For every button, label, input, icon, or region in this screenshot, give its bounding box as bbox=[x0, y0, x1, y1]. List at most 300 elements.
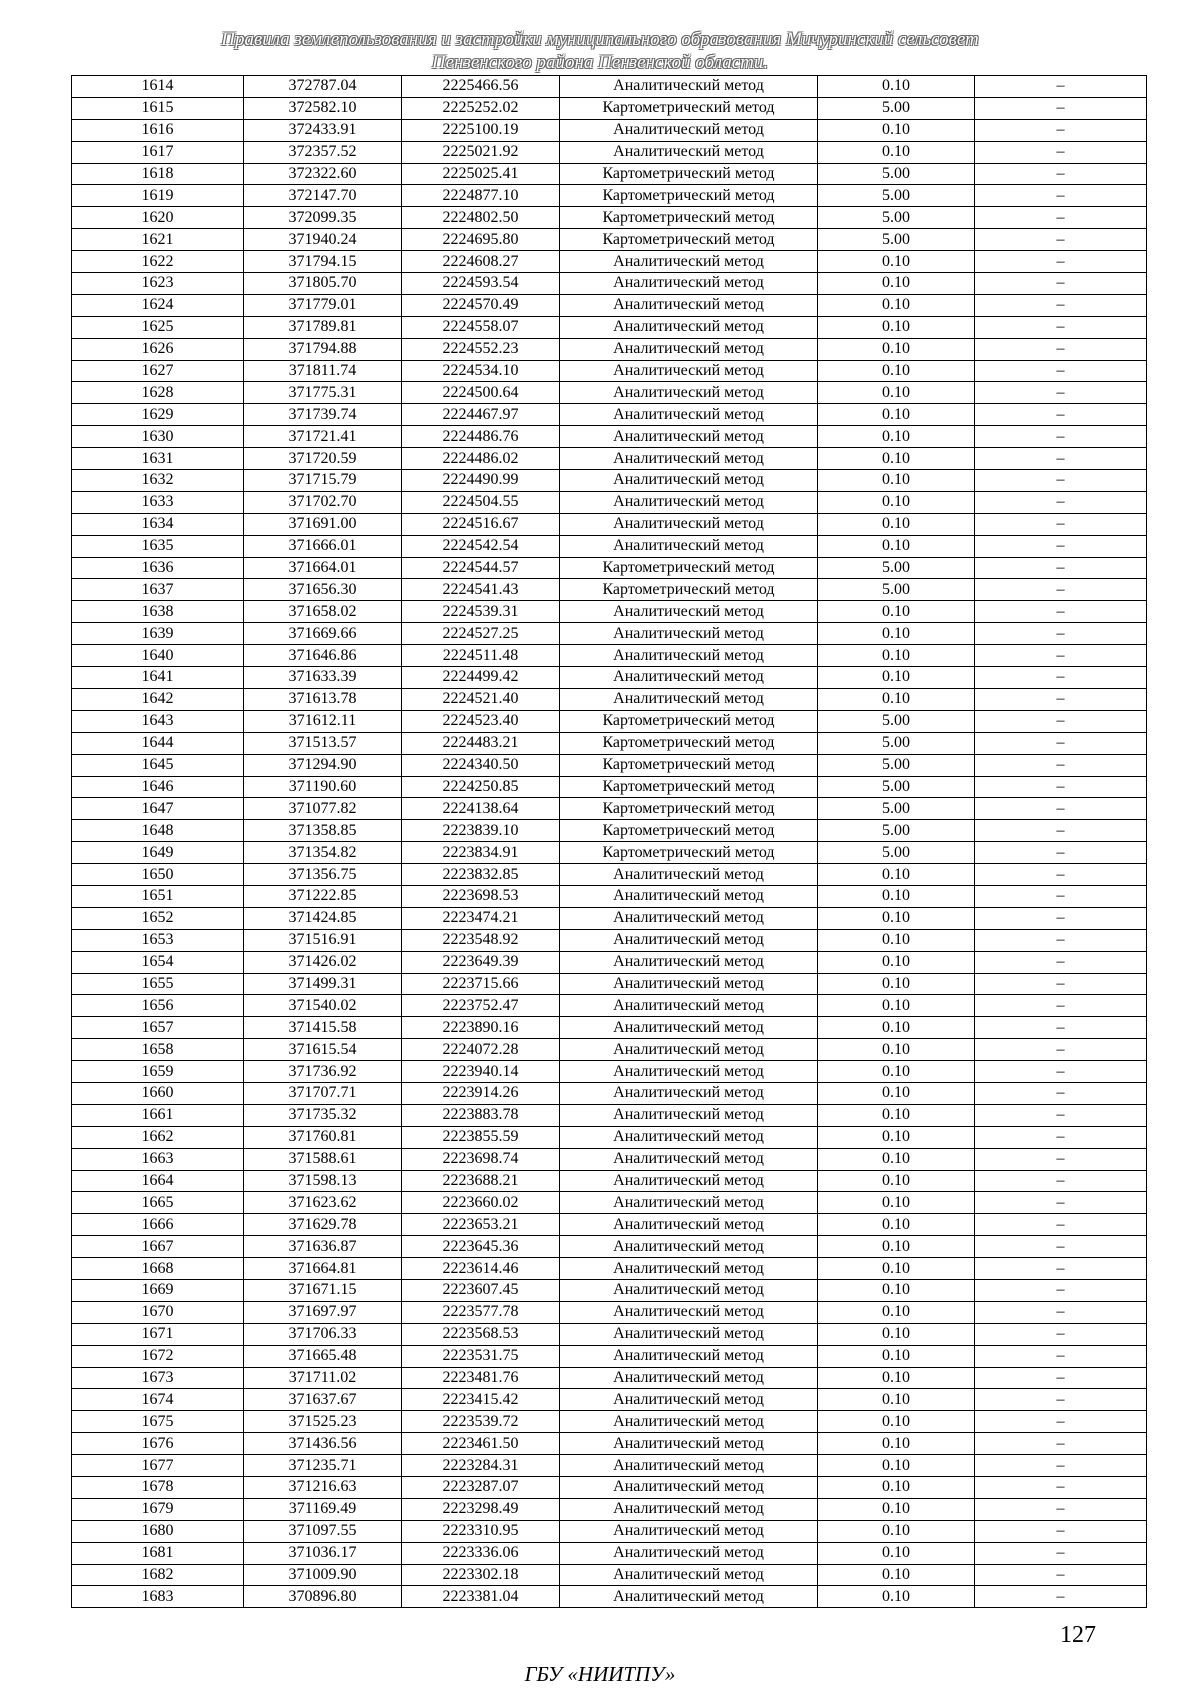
note-cell: – bbox=[975, 1564, 1147, 1586]
accuracy-cell: 0.10 bbox=[818, 1411, 975, 1433]
y-coordinate-cell: 2223855.59 bbox=[402, 1126, 560, 1148]
page-footer: ГБУ «НИИТПУ» bbox=[524, 1662, 676, 1686]
accuracy-cell: 0.10 bbox=[818, 929, 975, 951]
point-number-cell: 1683 bbox=[72, 1586, 244, 1608]
x-coordinate-cell: 371036.17 bbox=[244, 1542, 402, 1564]
point-number-cell: 1633 bbox=[72, 491, 244, 513]
accuracy-cell: 0.10 bbox=[818, 338, 975, 360]
x-coordinate-cell: 372433.91 bbox=[244, 119, 402, 141]
method-cell: Аналитический метод bbox=[560, 973, 818, 995]
accuracy-cell: 0.10 bbox=[818, 360, 975, 382]
note-cell: – bbox=[975, 1082, 1147, 1104]
y-coordinate-cell: 2224523.40 bbox=[402, 710, 560, 732]
note-cell: – bbox=[975, 185, 1147, 207]
method-cell: Аналитический метод bbox=[560, 316, 818, 338]
note-cell: – bbox=[975, 1104, 1147, 1126]
x-coordinate-cell: 371706.33 bbox=[244, 1323, 402, 1345]
method-cell: Аналитический метод bbox=[560, 1323, 818, 1345]
y-coordinate-cell: 2224527.25 bbox=[402, 623, 560, 645]
point-number-cell: 1616 bbox=[72, 119, 244, 141]
table-row bbox=[72, 951, 1147, 973]
x-coordinate-cell: 371736.92 bbox=[244, 1061, 402, 1083]
y-coordinate-cell: 2223832.85 bbox=[402, 864, 560, 886]
y-coordinate-cell: 2223883.78 bbox=[402, 1104, 560, 1126]
note-cell: – bbox=[975, 951, 1147, 973]
x-coordinate-cell: 371222.85 bbox=[244, 885, 402, 907]
point-number-cell: 1630 bbox=[72, 426, 244, 448]
accuracy-cell: 0.10 bbox=[818, 491, 975, 513]
note-cell: – bbox=[975, 404, 1147, 426]
x-coordinate-cell: 371415.58 bbox=[244, 1017, 402, 1039]
y-coordinate-cell: 2224490.99 bbox=[402, 470, 560, 492]
y-coordinate-cell: 2224541.43 bbox=[402, 579, 560, 601]
accuracy-cell: 0.10 bbox=[818, 316, 975, 338]
x-coordinate-cell: 372357.52 bbox=[244, 141, 402, 163]
method-cell: Аналитический метод bbox=[560, 535, 818, 557]
method-cell: Аналитический метод bbox=[560, 1214, 818, 1236]
x-coordinate-cell: 371735.32 bbox=[244, 1104, 402, 1126]
method-cell: Аналитический метод bbox=[560, 1586, 818, 1608]
point-number-cell: 1658 bbox=[72, 1039, 244, 1061]
table-row bbox=[72, 667, 1147, 689]
point-number-cell: 1618 bbox=[72, 163, 244, 185]
table-row bbox=[72, 97, 1147, 119]
point-number-cell: 1631 bbox=[72, 448, 244, 470]
point-number-cell: 1653 bbox=[72, 929, 244, 951]
point-number-cell: 1620 bbox=[72, 207, 244, 229]
table-row bbox=[72, 688, 1147, 710]
accuracy-cell: 0.10 bbox=[818, 1367, 975, 1389]
point-number-cell: 1619 bbox=[72, 185, 244, 207]
table-row bbox=[72, 316, 1147, 338]
table-row bbox=[72, 448, 1147, 470]
y-coordinate-cell: 2223539.72 bbox=[402, 1411, 560, 1433]
table-row bbox=[72, 754, 1147, 776]
point-number-cell: 1681 bbox=[72, 1542, 244, 1564]
x-coordinate-cell: 371794.88 bbox=[244, 338, 402, 360]
x-coordinate-cell: 371235.71 bbox=[244, 1455, 402, 1477]
x-coordinate-cell: 371805.70 bbox=[244, 273, 402, 295]
y-coordinate-cell: 2223698.53 bbox=[402, 885, 560, 907]
y-coordinate-cell: 2223310.95 bbox=[402, 1520, 560, 1542]
accuracy-cell: 0.10 bbox=[818, 1126, 975, 1148]
point-number-cell: 1625 bbox=[72, 316, 244, 338]
x-coordinate-cell: 371516.91 bbox=[244, 929, 402, 951]
y-coordinate-cell: 2224486.02 bbox=[402, 448, 560, 470]
y-coordinate-cell: 2223481.76 bbox=[402, 1367, 560, 1389]
table-row bbox=[72, 995, 1147, 1017]
table-row bbox=[72, 1411, 1147, 1433]
y-coordinate-cell: 2225025.41 bbox=[402, 163, 560, 185]
y-coordinate-cell: 2223577.78 bbox=[402, 1301, 560, 1323]
y-coordinate-cell: 2224500.64 bbox=[402, 382, 560, 404]
note-cell: – bbox=[975, 885, 1147, 907]
x-coordinate-cell: 372147.70 bbox=[244, 185, 402, 207]
y-coordinate-cell: 2223645.36 bbox=[402, 1236, 560, 1258]
accuracy-cell: 5.00 bbox=[818, 732, 975, 754]
x-coordinate-cell: 371760.81 bbox=[244, 1126, 402, 1148]
accuracy-cell: 0.10 bbox=[818, 1236, 975, 1258]
accuracy-cell: 0.10 bbox=[818, 426, 975, 448]
x-coordinate-cell: 371779.01 bbox=[244, 294, 402, 316]
accuracy-cell: 0.10 bbox=[818, 448, 975, 470]
note-cell: – bbox=[975, 1323, 1147, 1345]
method-cell: Аналитический метод bbox=[560, 251, 818, 273]
note-cell: – bbox=[975, 1126, 1147, 1148]
x-coordinate-cell: 371294.90 bbox=[244, 754, 402, 776]
table-row bbox=[72, 907, 1147, 929]
table-row bbox=[72, 535, 1147, 557]
method-cell: Аналитический метод bbox=[560, 382, 818, 404]
accuracy-cell: 0.10 bbox=[818, 404, 975, 426]
method-cell: Аналитический метод bbox=[560, 645, 818, 667]
method-cell: Аналитический метод bbox=[560, 491, 818, 513]
accuracy-cell: 0.10 bbox=[818, 1170, 975, 1192]
table-row bbox=[72, 1061, 1147, 1083]
note-cell: – bbox=[975, 426, 1147, 448]
y-coordinate-cell: 2225100.19 bbox=[402, 119, 560, 141]
point-number-cell: 1657 bbox=[72, 1017, 244, 1039]
note-cell: – bbox=[975, 1586, 1147, 1608]
note-cell: – bbox=[975, 338, 1147, 360]
y-coordinate-cell: 2223607.45 bbox=[402, 1279, 560, 1301]
x-coordinate-cell: 371811.74 bbox=[244, 360, 402, 382]
note-cell: – bbox=[975, 798, 1147, 820]
accuracy-cell: 0.10 bbox=[818, 973, 975, 995]
y-coordinate-cell: 2224483.21 bbox=[402, 732, 560, 754]
note-cell: – bbox=[975, 864, 1147, 886]
y-coordinate-cell: 2224511.48 bbox=[402, 645, 560, 667]
table-row bbox=[72, 1236, 1147, 1258]
x-coordinate-cell: 371669.66 bbox=[244, 623, 402, 645]
note-cell: – bbox=[975, 995, 1147, 1017]
point-number-cell: 1673 bbox=[72, 1367, 244, 1389]
point-number-cell: 1666 bbox=[72, 1214, 244, 1236]
note-cell: – bbox=[975, 316, 1147, 338]
note-cell: – bbox=[975, 820, 1147, 842]
accuracy-cell: 0.10 bbox=[818, 1258, 975, 1280]
coordinates-table-body bbox=[72, 76, 1147, 1608]
table-row bbox=[72, 360, 1147, 382]
point-number-cell: 1615 bbox=[72, 97, 244, 119]
method-cell: Картометрический метод bbox=[560, 710, 818, 732]
method-cell: Аналитический метод bbox=[560, 1301, 818, 1323]
method-cell: Аналитический метод bbox=[560, 1411, 818, 1433]
table-row bbox=[72, 229, 1147, 251]
method-cell: Аналитический метод bbox=[560, 623, 818, 645]
table-row bbox=[72, 1520, 1147, 1542]
point-number-cell: 1637 bbox=[72, 579, 244, 601]
y-coordinate-cell: 2224534.10 bbox=[402, 360, 560, 382]
y-coordinate-cell: 2223298.49 bbox=[402, 1498, 560, 1520]
table-row bbox=[72, 1082, 1147, 1104]
accuracy-cell: 0.10 bbox=[818, 1477, 975, 1499]
table-row bbox=[72, 185, 1147, 207]
note-cell: – bbox=[975, 1279, 1147, 1301]
y-coordinate-cell: 2223302.18 bbox=[402, 1564, 560, 1586]
point-number-cell: 1627 bbox=[72, 360, 244, 382]
point-number-cell: 1641 bbox=[72, 667, 244, 689]
accuracy-cell: 0.10 bbox=[818, 273, 975, 295]
accuracy-cell: 0.10 bbox=[818, 623, 975, 645]
accuracy-cell: 0.10 bbox=[818, 141, 975, 163]
y-coordinate-cell: 2224544.57 bbox=[402, 557, 560, 579]
x-coordinate-cell: 371665.48 bbox=[244, 1345, 402, 1367]
table-row bbox=[72, 1586, 1147, 1608]
accuracy-cell: 5.00 bbox=[818, 163, 975, 185]
accuracy-cell: 0.10 bbox=[818, 1082, 975, 1104]
y-coordinate-cell: 2224467.97 bbox=[402, 404, 560, 426]
method-cell: Аналитический метод bbox=[560, 951, 818, 973]
accuracy-cell: 5.00 bbox=[818, 776, 975, 798]
accuracy-cell: 0.10 bbox=[818, 907, 975, 929]
point-number-cell: 1663 bbox=[72, 1148, 244, 1170]
x-coordinate-cell: 371097.55 bbox=[244, 1520, 402, 1542]
x-coordinate-cell: 371721.41 bbox=[244, 426, 402, 448]
note-cell: – bbox=[975, 1236, 1147, 1258]
note-cell: – bbox=[975, 1389, 1147, 1411]
table-row bbox=[72, 426, 1147, 448]
method-cell: Аналитический метод bbox=[560, 1520, 818, 1542]
accuracy-cell: 5.00 bbox=[818, 557, 975, 579]
accuracy-cell: 0.10 bbox=[818, 1061, 975, 1083]
table-row bbox=[72, 1433, 1147, 1455]
x-coordinate-cell: 371612.11 bbox=[244, 710, 402, 732]
method-cell: Картометрический метод bbox=[560, 557, 818, 579]
method-cell: Аналитический метод bbox=[560, 404, 818, 426]
method-cell: Аналитический метод bbox=[560, 1564, 818, 1586]
point-number-cell: 1622 bbox=[72, 251, 244, 273]
table-row bbox=[72, 1258, 1147, 1280]
table-row bbox=[72, 513, 1147, 535]
note-cell: – bbox=[975, 294, 1147, 316]
y-coordinate-cell: 2223336.06 bbox=[402, 1542, 560, 1564]
point-number-cell: 1642 bbox=[72, 688, 244, 710]
table-row bbox=[72, 776, 1147, 798]
point-number-cell: 1677 bbox=[72, 1455, 244, 1477]
note-cell: – bbox=[975, 1039, 1147, 1061]
y-coordinate-cell: 2223548.92 bbox=[402, 929, 560, 951]
note-cell: – bbox=[975, 76, 1147, 98]
table-row bbox=[72, 163, 1147, 185]
x-coordinate-cell: 371711.02 bbox=[244, 1367, 402, 1389]
y-coordinate-cell: 2224558.07 bbox=[402, 316, 560, 338]
method-cell: Аналитический метод bbox=[560, 1170, 818, 1192]
note-cell: – bbox=[975, 710, 1147, 732]
y-coordinate-cell: 2223715.66 bbox=[402, 973, 560, 995]
x-coordinate-cell: 371513.57 bbox=[244, 732, 402, 754]
point-number-cell: 1650 bbox=[72, 864, 244, 886]
note-cell: – bbox=[975, 1367, 1147, 1389]
note-cell: – bbox=[975, 470, 1147, 492]
accuracy-cell: 0.10 bbox=[818, 1214, 975, 1236]
x-coordinate-cell: 371216.63 bbox=[244, 1477, 402, 1499]
point-number-cell: 1643 bbox=[72, 710, 244, 732]
table-row bbox=[72, 1389, 1147, 1411]
y-coordinate-cell: 2224570.49 bbox=[402, 294, 560, 316]
x-coordinate-cell: 371671.15 bbox=[244, 1279, 402, 1301]
note-cell: – bbox=[975, 601, 1147, 623]
accuracy-cell: 0.10 bbox=[818, 1104, 975, 1126]
x-coordinate-cell: 372099.35 bbox=[244, 207, 402, 229]
method-cell: Аналитический метод bbox=[560, 470, 818, 492]
accuracy-cell: 0.10 bbox=[818, 1586, 975, 1608]
x-coordinate-cell: 372582.10 bbox=[244, 97, 402, 119]
accuracy-cell: 0.10 bbox=[818, 294, 975, 316]
note-cell: – bbox=[975, 754, 1147, 776]
accuracy-cell: 5.00 bbox=[818, 842, 975, 864]
method-cell: Картометрический метод bbox=[560, 820, 818, 842]
x-coordinate-cell: 372787.04 bbox=[244, 76, 402, 98]
y-coordinate-cell: 2223461.50 bbox=[402, 1433, 560, 1455]
method-cell: Картометрический метод bbox=[560, 754, 818, 776]
x-coordinate-cell: 371424.85 bbox=[244, 907, 402, 929]
method-cell: Аналитический метод bbox=[560, 864, 818, 886]
y-coordinate-cell: 2223381.04 bbox=[402, 1586, 560, 1608]
accuracy-cell: 0.10 bbox=[818, 1301, 975, 1323]
method-cell: Картометрический метод bbox=[560, 163, 818, 185]
table-row bbox=[72, 1039, 1147, 1061]
method-cell: Аналитический метод bbox=[560, 1017, 818, 1039]
method-cell: Аналитический метод bbox=[560, 1236, 818, 1258]
point-number-cell: 1655 bbox=[72, 973, 244, 995]
table-row bbox=[72, 1455, 1147, 1477]
y-coordinate-cell: 2223698.74 bbox=[402, 1148, 560, 1170]
x-coordinate-cell: 371598.13 bbox=[244, 1170, 402, 1192]
table-row bbox=[72, 119, 1147, 141]
table-row bbox=[72, 885, 1147, 907]
accuracy-cell: 0.10 bbox=[818, 1345, 975, 1367]
x-coordinate-cell: 370896.80 bbox=[244, 1586, 402, 1608]
table-row bbox=[72, 1279, 1147, 1301]
note-cell: – bbox=[975, 1301, 1147, 1323]
accuracy-cell: 0.10 bbox=[818, 1433, 975, 1455]
accuracy-cell: 0.10 bbox=[818, 1017, 975, 1039]
x-coordinate-cell: 371358.85 bbox=[244, 820, 402, 842]
point-number-cell: 1660 bbox=[72, 1082, 244, 1104]
x-coordinate-cell: 371009.90 bbox=[244, 1564, 402, 1586]
table-row bbox=[72, 645, 1147, 667]
point-number-cell: 1614 bbox=[72, 76, 244, 98]
y-coordinate-cell: 2224250.85 bbox=[402, 776, 560, 798]
method-cell: Картометрический метод bbox=[560, 732, 818, 754]
note-cell: – bbox=[975, 1520, 1147, 1542]
method-cell: Аналитический метод bbox=[560, 885, 818, 907]
note-cell: – bbox=[975, 579, 1147, 601]
note-cell: – bbox=[975, 97, 1147, 119]
y-coordinate-cell: 2224504.55 bbox=[402, 491, 560, 513]
point-number-cell: 1638 bbox=[72, 601, 244, 623]
note-cell: – bbox=[975, 1017, 1147, 1039]
note-cell: – bbox=[975, 1542, 1147, 1564]
accuracy-cell: 0.10 bbox=[818, 513, 975, 535]
table-row bbox=[72, 579, 1147, 601]
point-number-cell: 1621 bbox=[72, 229, 244, 251]
point-number-cell: 1628 bbox=[72, 382, 244, 404]
note-cell: – bbox=[975, 229, 1147, 251]
accuracy-cell: 5.00 bbox=[818, 97, 975, 119]
header-line-1: Правила землепользования и застройки муниципального образования Мичуринский сельсовет bbox=[221, 29, 979, 50]
table-row bbox=[72, 1564, 1147, 1586]
table-row bbox=[72, 1170, 1147, 1192]
point-number-cell: 1644 bbox=[72, 732, 244, 754]
point-number-cell: 1635 bbox=[72, 535, 244, 557]
y-coordinate-cell: 2224802.50 bbox=[402, 207, 560, 229]
accuracy-cell: 0.10 bbox=[818, 535, 975, 557]
method-cell: Аналитический метод bbox=[560, 426, 818, 448]
table-row bbox=[72, 251, 1147, 273]
accuracy-cell: 5.00 bbox=[818, 229, 975, 251]
x-coordinate-cell: 371588.61 bbox=[244, 1148, 402, 1170]
method-cell: Аналитический метод bbox=[560, 1542, 818, 1564]
accuracy-cell: 0.10 bbox=[818, 1389, 975, 1411]
method-cell: Аналитический метод bbox=[560, 1433, 818, 1455]
y-coordinate-cell: 2225466.56 bbox=[402, 76, 560, 98]
method-cell: Аналитический метод bbox=[560, 1345, 818, 1367]
note-cell: – bbox=[975, 119, 1147, 141]
y-coordinate-cell: 2223890.16 bbox=[402, 1017, 560, 1039]
point-number-cell: 1679 bbox=[72, 1498, 244, 1520]
note-cell: – bbox=[975, 973, 1147, 995]
x-coordinate-cell: 371775.31 bbox=[244, 382, 402, 404]
note-cell: – bbox=[975, 1258, 1147, 1280]
header-line-2: Пензенского района Пензенской области. bbox=[431, 52, 769, 73]
note-cell: – bbox=[975, 623, 1147, 645]
method-cell: Картометрический метод bbox=[560, 798, 818, 820]
accuracy-cell: 0.10 bbox=[818, 251, 975, 273]
table-row bbox=[72, 1214, 1147, 1236]
accuracy-cell: 0.10 bbox=[818, 1455, 975, 1477]
note-cell: – bbox=[975, 382, 1147, 404]
y-coordinate-cell: 2223834.91 bbox=[402, 842, 560, 864]
method-cell: Аналитический метод bbox=[560, 294, 818, 316]
point-number-cell: 1662 bbox=[72, 1126, 244, 1148]
x-coordinate-cell: 371636.87 bbox=[244, 1236, 402, 1258]
table-row bbox=[72, 491, 1147, 513]
note-cell: – bbox=[975, 1148, 1147, 1170]
x-coordinate-cell: 371540.02 bbox=[244, 995, 402, 1017]
method-cell: Аналитический метод bbox=[560, 360, 818, 382]
method-cell: Аналитический метод bbox=[560, 141, 818, 163]
x-coordinate-cell: 371656.30 bbox=[244, 579, 402, 601]
method-cell: Аналитический метод bbox=[560, 929, 818, 951]
point-number-cell: 1671 bbox=[72, 1323, 244, 1345]
x-coordinate-cell: 371940.24 bbox=[244, 229, 402, 251]
point-number-cell: 1670 bbox=[72, 1301, 244, 1323]
table-row bbox=[72, 1301, 1147, 1323]
y-coordinate-cell: 2224072.28 bbox=[402, 1039, 560, 1061]
accuracy-cell: 0.10 bbox=[818, 864, 975, 886]
note-cell: – bbox=[975, 1433, 1147, 1455]
accuracy-cell: 0.10 bbox=[818, 76, 975, 98]
y-coordinate-cell: 2224695.80 bbox=[402, 229, 560, 251]
table-row bbox=[72, 1345, 1147, 1367]
method-cell: Картометрический метод bbox=[560, 207, 818, 229]
method-cell: Аналитический метод bbox=[560, 907, 818, 929]
point-number-cell: 1646 bbox=[72, 776, 244, 798]
method-cell: Картометрический метод bbox=[560, 229, 818, 251]
accuracy-cell: 0.10 bbox=[818, 470, 975, 492]
table-row bbox=[72, 601, 1147, 623]
method-cell: Аналитический метод bbox=[560, 688, 818, 710]
x-coordinate-cell: 371354.82 bbox=[244, 842, 402, 864]
note-cell: – bbox=[975, 688, 1147, 710]
point-number-cell: 1667 bbox=[72, 1236, 244, 1258]
point-number-cell: 1674 bbox=[72, 1389, 244, 1411]
note-cell: – bbox=[975, 1170, 1147, 1192]
table-row bbox=[72, 1498, 1147, 1520]
accuracy-cell: 0.10 bbox=[818, 688, 975, 710]
